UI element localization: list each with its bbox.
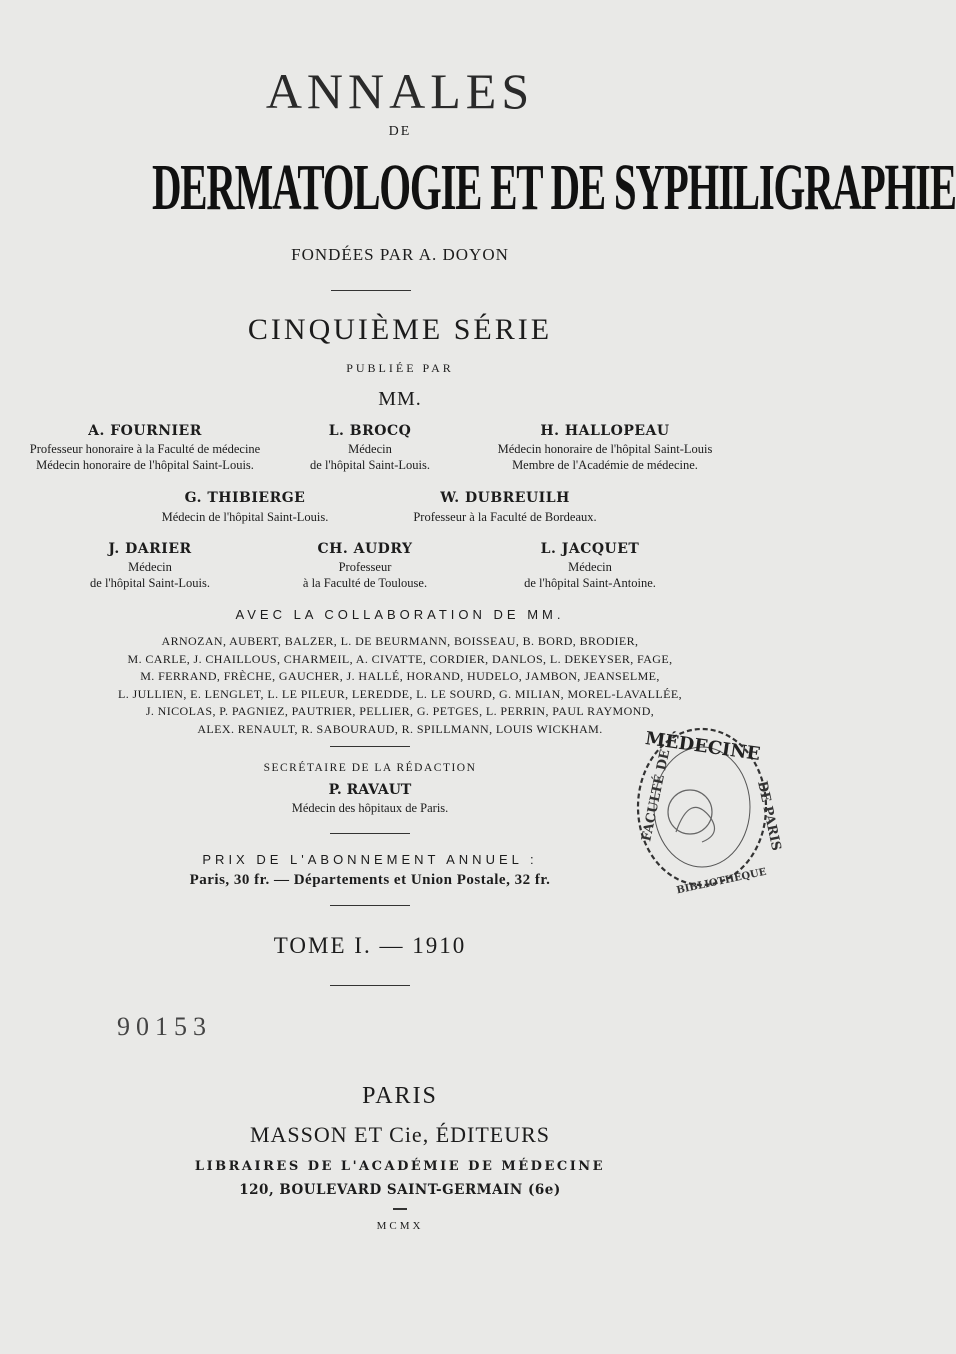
annales-heading: ANNALES (265, 63, 535, 119)
library-stamp-icon (630, 722, 784, 897)
tome-heading: TOME I. — 1910 (273, 933, 467, 958)
director-name: J. DARIER (108, 541, 192, 557)
divider (331, 290, 411, 291)
mm-label: MM. (378, 388, 422, 410)
secretary-description: Médecin des hôpitaux de Paris. (291, 801, 449, 815)
published-by: PUBLIÉE PAR (346, 361, 454, 375)
subscription-price: Paris, 30 fr. — Départements et Union Postale, 32 fr. (189, 872, 551, 888)
collaborators-line: M. CARLE, J. CHAILLOUS, CHARMEIL, A. CIVATTE, CORDIER, DANLOS, L. DEKEYSER, FAGE, (127, 651, 673, 666)
de-label: DE (388, 124, 412, 139)
collaborators-line: ARNOZAN, AUBERT, BALZER, L. DE BEURMANN, BOISSEAU, B. BORD, BRODIER, (161, 634, 639, 648)
subscription-label: PRIX DE L'ABONNEMENT ANNUEL : (202, 852, 538, 867)
collaborators-line: L. JULLIEN, E. LENGLET, L. LE PILEUR, LEREDDE, L. LE SOURD, G. MILIAN, MOREL-LAVALLÉE, (118, 686, 682, 701)
director-title: Médecin de l'hôpital Saint-Louis. (161, 510, 329, 524)
director-fournier (0, 423, 290, 473)
collaborators-line: J. NICOLAS, P. PAGNIEZ, PAUTRIER, PELLIER, G. PETGES, L. PERRIN, PAUL RAYMOND, (145, 704, 655, 718)
divider (330, 985, 410, 986)
director-name: H. HALLOPEAU (540, 423, 670, 439)
director-title: de l'hôpital Saint-Louis. (90, 576, 210, 590)
secretary-label: SECRÉTAIRE DE LA RÉDACTION (263, 762, 477, 774)
director-brocq (290, 423, 450, 473)
director-darier (70, 541, 230, 591)
divider (393, 1208, 407, 1210)
publisher-address: 120, BOULEVARD SAINT-GERMAIN (6e) (239, 1182, 561, 1198)
director-jacquet (500, 541, 680, 591)
publication-year: MCMX (376, 1220, 424, 1232)
secretary-name: P. RAVAUT (328, 782, 412, 798)
founded-by: FONDÉES PAR A. DOYON (291, 245, 509, 264)
divider (330, 905, 410, 906)
collaborators-line: M. FERRAND, FRÈCHE, GAUCHER, J. HALLÉ, HORAND, HUDELO, JAMBON, JEANSELME, (140, 669, 660, 683)
director-name: L. BROCQ (328, 423, 412, 439)
director-title: de l'hôpital Saint-Louis. (310, 458, 430, 472)
collaborators-line: ALEX. RENAULT, R. SABOURAUD, R. SPILLMANN, LOUIS WICKHAM. (197, 721, 603, 736)
director-thibierge (115, 490, 375, 525)
svg-text:BIBLIOTHÈQUE: BIBLIOTHÈQUE (675, 866, 768, 897)
director-title: de l'hôpital Saint-Antoine. (524, 576, 656, 590)
director-title: Médecin (128, 560, 172, 574)
director-title: Médecin (348, 442, 392, 456)
director-title: Professeur (338, 560, 392, 574)
director-title: Médecin honoraire de l'hôpital Saint-Louis (497, 442, 713, 456)
director-title: à la Faculté de Toulouse. (302, 576, 428, 590)
svg-text:MÉDECINE: MÉDECINE (643, 728, 762, 766)
director-name: W. DUBREUILH (440, 490, 570, 506)
director-title: Médecin honoraire de l'hôpital Saint-Louis. (36, 458, 254, 472)
director-title: Membre de l'Académie de médecine. (512, 458, 698, 472)
director-title: Médecin (568, 560, 612, 574)
collaboration-label: AVEC LA COLLABORATION DE MM. (235, 607, 565, 622)
director-title: Professeur honoraire à la Faculté de médecine (29, 442, 261, 456)
svg-text:DE PARIS: DE PARIS (754, 779, 784, 853)
publisher-tagline: LIBRAIRES DE L'ACADÉMIE DE MÉDECINE (194, 1159, 606, 1174)
divider (330, 746, 410, 747)
divider (330, 833, 410, 834)
director-name: A. FOURNIER (88, 423, 202, 439)
publisher-city: PARIS (362, 1083, 438, 1109)
director-name: G. THIBIERGE (184, 490, 306, 506)
director-name: L. JACQUET (540, 541, 640, 557)
handwritten-number: 90153 (117, 1012, 212, 1041)
director-dubreuilh (375, 490, 635, 525)
journal-title: DERMATOLOGIE ET DE SYPHILIGRAPHIE (152, 151, 956, 224)
publisher-name: MASSON ET Cie, ÉDITEURS (249, 1122, 551, 1147)
director-hallopeau (460, 423, 750, 473)
svg-text:FACULTÉ DE: FACULTÉ DE (639, 748, 674, 843)
director-title: Professeur à la Faculté de Bordeaux. (413, 510, 597, 524)
director-name: CH. AUDRY (317, 541, 413, 557)
director-audry (285, 541, 445, 591)
series-heading: CINQUIÈME SÉRIE (247, 313, 553, 346)
